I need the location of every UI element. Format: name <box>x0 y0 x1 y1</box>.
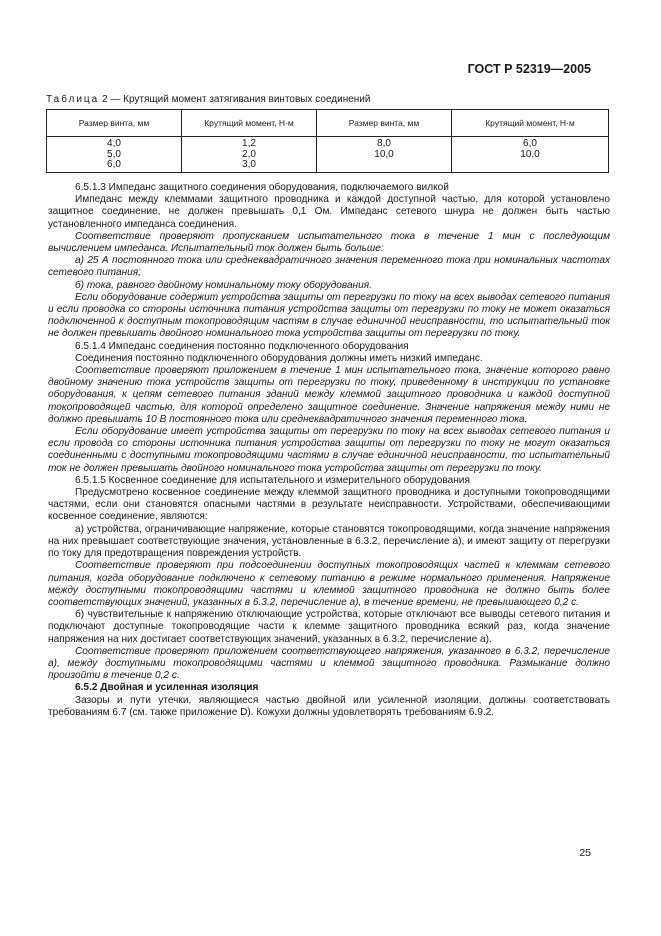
cell-value: 3,0 <box>242 159 256 170</box>
cell-value: 2,0 <box>242 148 256 160</box>
cell-value: 10,0 <box>520 148 540 160</box>
table-caption-title: 2 — Крутящий момент затягивания винтовых соединений <box>99 94 371 105</box>
table-cell-torque-2 <box>452 137 609 173</box>
standard-header: ГОСТ Р 52319—2005 <box>467 62 591 76</box>
col-header-screw-size-2: Размер винта, мм <box>317 110 452 137</box>
cell-value: 5,0 <box>107 148 121 160</box>
compliance-paragraph: Соответствие проверяют приложением соответствующего напряжения, указанного в 6.3.2, перечисление а), между доступными токопроводящими частями и клеммой защитного проводника. Размыкание должно произойти в течение 0,2 с. <box>48 645 610 682</box>
clause-heading-6-5-2: 6.5.2 Двойная и усиленная изоляция <box>75 682 259 694</box>
paragraph: Импеданс между клеммами защитного проводника и каждой доступной частью, для которой установлено защитное соединение, не должен превышать 0,1 Ом. Импеданс сетевого шнура не должен быть частью установленного импеданса соединения. <box>48 194 610 230</box>
list-item: а) 25 А постоянного тока или среднеквадратичного значения переменного тока при номинальных частотах сетевого питания; <box>48 255 610 279</box>
paragraph: Соединения постоянно подключенного оборудования должны иметь низкий импеданс. <box>75 352 483 364</box>
table-cell-torque-1 <box>182 137 317 173</box>
cell-value: 10,0 <box>374 148 394 160</box>
table-caption-prefix: Таблица <box>46 94 100 105</box>
clause-heading-6-5-1-5: 6.5.1.5 Косвенное соединение для испытательного и измерительного оборудования <box>75 474 470 486</box>
col-header-screw-size-1: Размер винта, мм <box>47 110 182 137</box>
paragraph: Предусмотрено косвенное соединение между клеммой защитного проводника и доступными токопроводящими частями, если они становятся опасными частями в результате неисправности. Устройствами, обеспечивающими косвенное соединение, являются: <box>48 487 610 523</box>
table-caption <box>46 94 370 105</box>
table-cell-screw-size-2 <box>317 137 452 173</box>
compliance-paragraph: Соответствие проверяют приложением в течение 1 мин испытательного тока, значение которого равно двойному значению тока устройств защиты от перегрузки по току, приведенному в инструкции по установке оборудования, к цепям сетевого питания зданий между клеммой защитного проводника и каждой доступной токопроводящей частью, для которой определено защитное соединение. Значение напряжения между ними не должно превышать 10 В постоянного тока или среднеквадратичного значения переменного тока. <box>48 365 610 425</box>
compliance-paragraph: Соответствие проверяют пропусканием испытательного тока в течение 1 мин с последующим вычислением импеданса. Испытательный ток должен быть больше: <box>48 230 610 255</box>
list-item: б) чувствительные к напряжению отключающие устройства, которые отключают все выводы сетевого питания и подключают доступные токопроводящие части к клемме защитного проводника всякий раз, когда значение напряжения на них достигает соответствующих значений, указанных в 6.3.2, перечисление а). <box>48 609 610 645</box>
cell-value: 1,2 <box>242 138 256 149</box>
col-header-torque-2: Крутящий момент, Н·м <box>452 110 609 137</box>
document-body <box>48 182 610 719</box>
clause-heading-6-5-1-4: 6.5.1.4 Импеданс соединения постоянно подключенного оборудования <box>75 340 409 352</box>
table-row <box>47 137 609 173</box>
clause-heading-6-5-1-3: 6.5.1.3 Импеданс защитного соединения оборудования, подключаемого вилкой <box>75 182 449 193</box>
compliance-paragraph: Соответствие проверяют при подсоединении доступных токопроводящих частей к клеммам сетевого питания, когда оборудование подключено к сетевому питанию в режиме нормального применения. Напряжение между доступными токопроводящими частями и клеммой защитного проводника не должно быть более соответствующих значений, указанных в 6.3.2, перечисление а), в течение времени, не превышающего 0,2 с. <box>48 560 610 608</box>
cell-value: 4,0 <box>107 138 121 149</box>
compliance-paragraph: Если оборудование содержит устройства защиты от перегрузки по току на всех выводах сетевого питания и если проводка со стороны источника питания устройства защиты от перегрузки по току не может оказаться подключенной к доступным токопроводящим частям в случае единичной неисправности, то испытательный ток не должен превышать двойного номинального тока устройства защиты от перегрузки по току. <box>48 291 610 340</box>
compliance-paragraph: Если оборудование имеет устройства защиты от перегрузки по току на всех выводах сетевого питания и если провода со стороны источника питания устройства защиты от перегрузки по току не могут оказаться соединенными с доступными токопроводящими частями в случае единичной неисправности, то испытательный ток не должен превышать двойного номинального тока устройства защиты от перегрузки по току. <box>48 426 610 474</box>
table-cell-screw-size-1 <box>47 137 182 173</box>
cell-value: 8,0 <box>377 138 391 149</box>
table-header-row <box>47 110 609 137</box>
cell-value: 6,0 <box>523 138 537 149</box>
page-number: 25 <box>579 847 591 859</box>
paragraph: Зазоры и пути утечки, являющиеся частью двойной или усиленной изоляции, должны соответствовать требованиям 6.7 (см. также приложение D). Кожухи должны удовлетворять требованиям 6.9.2. <box>48 694 610 718</box>
col-header-torque-1: Крутящий момент, Н·м <box>182 110 317 137</box>
list-item: а) устройства, ограничивающие напряжение, которые становятся токопроводящими, когда значение напряжения на них превышает соответствующие значения, установленные в 6.3.2, перечисление а), и имеют защиту от перегрузки по току для предотвращения повреждения устройств. <box>48 523 610 560</box>
cell-value: 6,0 <box>107 159 121 170</box>
torque-table <box>46 109 609 173</box>
list-item: б) тока, равного двойному номинальному току оборудования. <box>75 279 372 291</box>
